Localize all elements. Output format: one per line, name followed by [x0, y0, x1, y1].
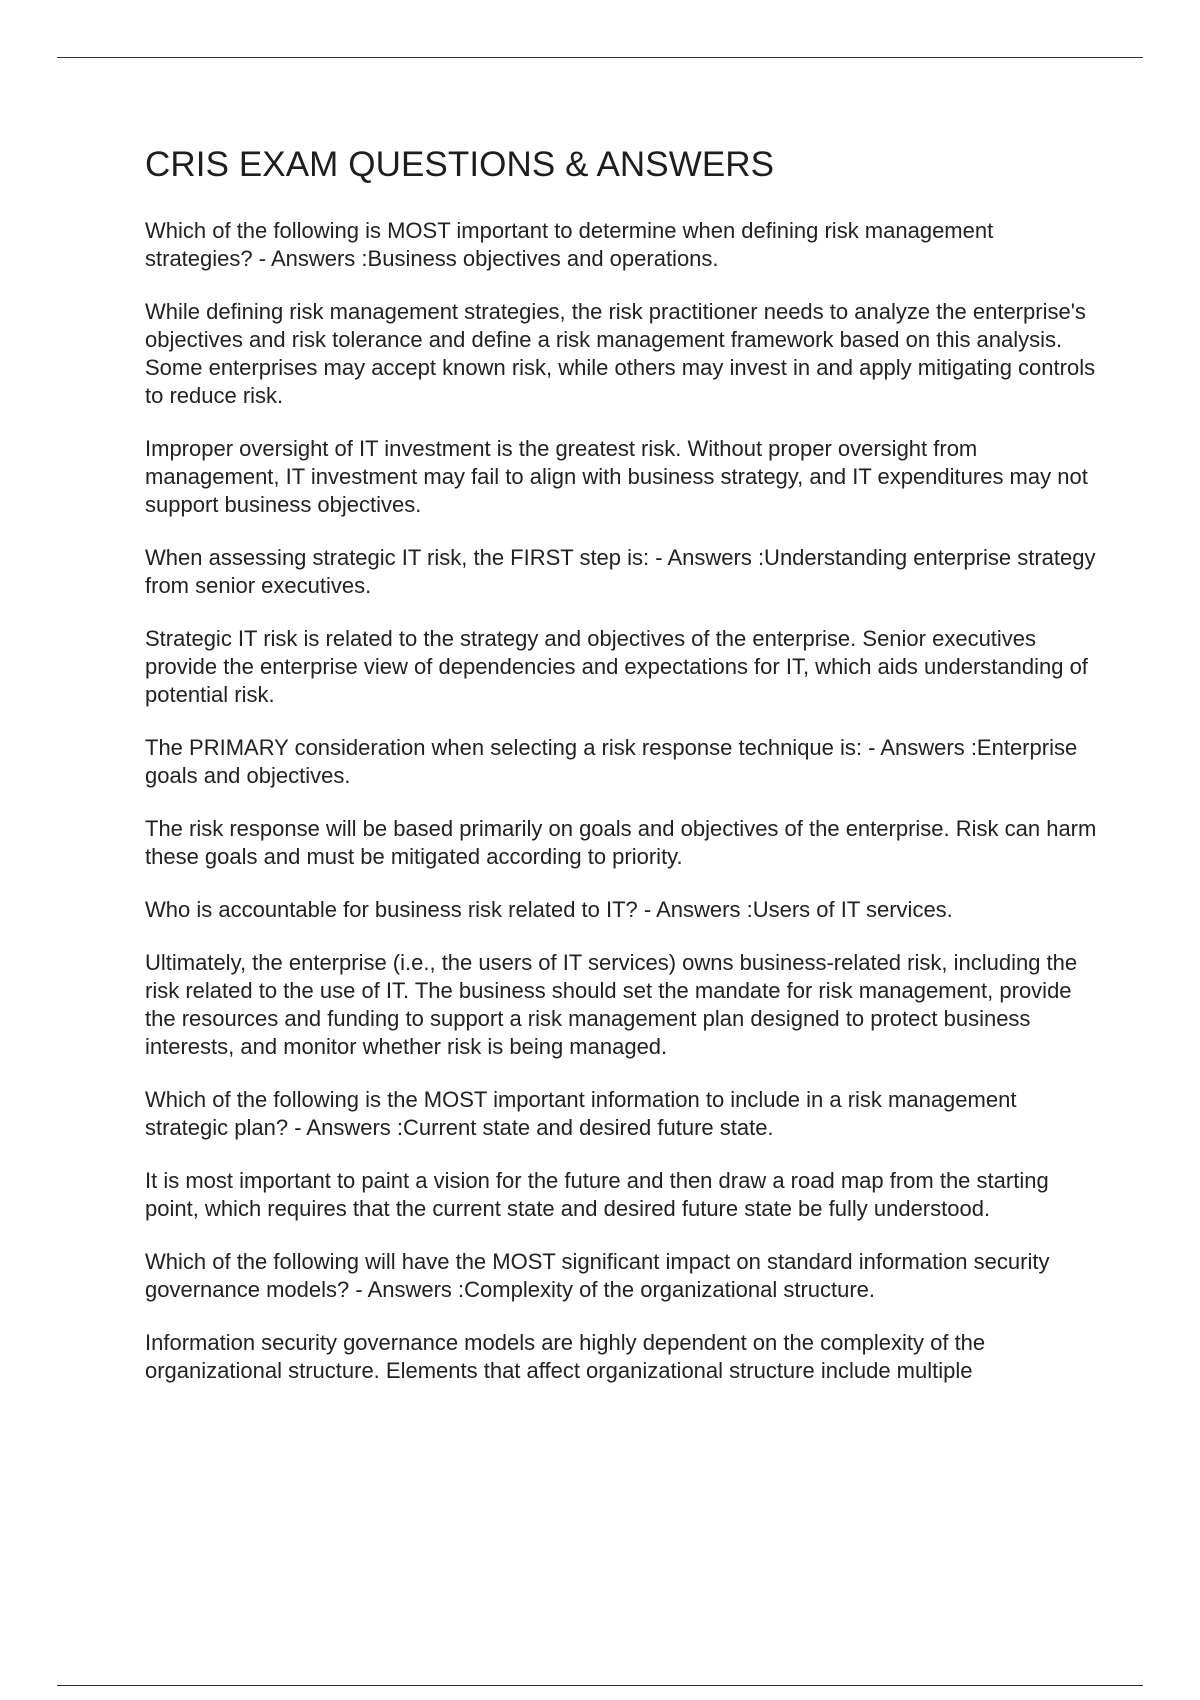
explanation-paragraph: It is most important to paint a vision for the future and then draw a road map from the starting point, which requires that the current state and desired future state be fully understood.	[145, 1168, 1049, 1221]
top-divider	[57, 57, 1143, 58]
question-paragraph: Which of the following is the MOST important information to include in a risk management strategic plan? - Answers :Current state and desired future state.	[145, 1087, 1017, 1140]
document-body	[145, 143, 1100, 1410]
bottom-divider	[57, 1685, 1143, 1686]
explanation-paragraph: Improper oversight of IT investment is the greatest risk. Without proper oversight from management, IT investment may fail to align with business strategy, and IT expenditures may not support business objectives.	[145, 436, 1088, 517]
question-paragraph: When assessing strategic IT risk, the FIRST step is: - Answers :Understanding enterprise strategy from senior executives.	[145, 545, 1096, 598]
explanation-paragraph: Strategic IT risk is related to the strategy and objectives of the enterprise. Senior executives provide the enterprise view of dependencies and expectations for IT, which aids understanding of potential risk.	[145, 626, 1088, 707]
question-paragraph: The PRIMARY consideration when selecting a risk response technique is: - Answers :Enterprise goals and objectives.	[145, 735, 1078, 788]
explanation-paragraph: The risk response will be based primarily on goals and objectives of the enterprise. Risk can harm these goals and must be mitigated according to priority.	[145, 816, 1097, 869]
question-paragraph: Which of the following will have the MOST significant impact on standard information security governance models? - Answers :Complexity of the organizational structure.	[145, 1249, 1050, 1302]
explanation-paragraph: Information security governance models are highly dependent on the complexity of the organizational structure. Elements that affect organizational structure include multiple	[145, 1330, 986, 1383]
question-paragraph: Which of the following is MOST important to determine when defining risk management strategies? - Answers :Business objectives and operations.	[145, 218, 994, 271]
explanation-paragraph: Ultimately, the enterprise (i.e., the users of IT services) owns business-related risk, including the risk related to the use of IT. The business should set the mandate for risk management, provide the resources and funding to support a risk management plan designed to protect business interests, and monitor whether risk is being managed.	[145, 950, 1078, 1059]
document-title: CRIS EXAM QUESTIONS & ANSWERS	[145, 145, 775, 184]
explanation-paragraph: While defining risk management strategies, the risk practitioner needs to analyze the enterprise's objectives and risk tolerance and define a risk management framework based on this analysis. Some enterprises may accept known risk, while others may invest in and apply mitigating controls to reduce risk.	[145, 299, 1096, 408]
question-paragraph: Who is accountable for business risk related to IT? - Answers :Users of IT services.	[145, 897, 953, 922]
